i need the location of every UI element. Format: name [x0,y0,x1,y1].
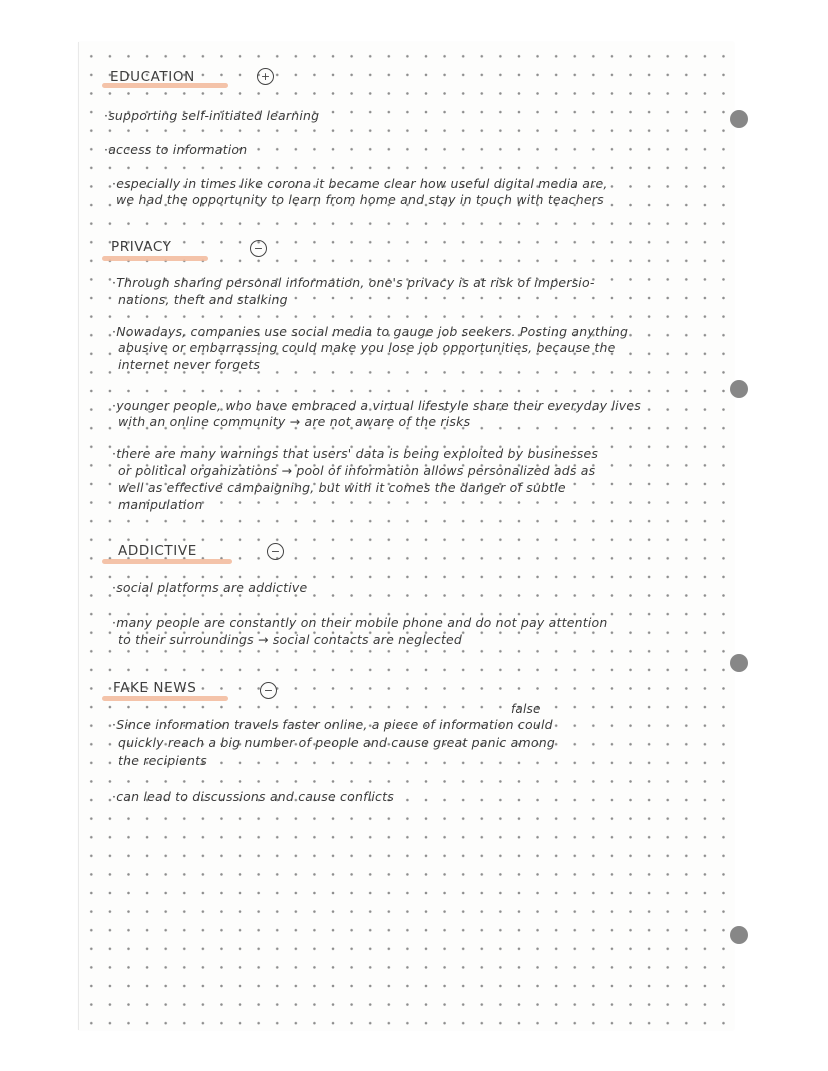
section-heading-addictive: ADDICTIVE [118,543,197,559]
note-line: ·social platforms are addictive [112,580,308,595]
note-line: ·Through sharing personal information, one's privacy is at risk of impersio- [112,275,595,290]
note-line: to their surroundings → social contacts are neglected [118,632,463,647]
binder-hole [730,926,748,944]
page-margin-line [78,42,79,1030]
note-line: manipulation [118,497,203,512]
binder-hole [730,110,748,128]
heading-highlight [102,696,228,701]
note-line: well as effective campaigning, but with it comes the danger of subtle [118,480,566,495]
minus-sign-icon: − [260,682,277,699]
note-line: ·younger people, who have embraced a virtual lifestyle share their everyday lives [112,398,641,413]
note-line: ·especially in times like corona it became clear how useful digital media are, [112,176,608,191]
note-line: with an online community → are not aware of the risks [118,414,471,429]
note-line: nations, theft and stalking [118,292,288,307]
binder-hole [730,654,748,672]
note-insertion: false [511,702,541,716]
note-line: ·access to information [104,142,248,157]
note-line: we had the opportunity to learn from home and stay in touch with teachers [116,192,604,207]
section-heading-privacy: PRIVACY [111,239,172,255]
section-heading-education: EDUCATION [110,69,195,85]
note-line: the recipients [118,753,207,768]
note-line: ·there are many warnings that users' data is being exploited by businesses [112,446,599,461]
plus-sign-icon: + [257,68,274,85]
note-line: internet never forgets [118,357,261,372]
note-line: abusive or embarrassing could make you lose job opportunities, because the [118,340,616,355]
note-line: ·Nowadays, companies use social media to gauge job seekers. Posting anything [112,324,629,339]
section-heading-fake-news: FAKE NEWS [113,680,197,696]
note-line: ·Since information travels faster online, a piece of information could [112,717,553,732]
note-line: ·can lead to discussions and cause conflicts [112,789,394,804]
note-line: ·many people are constantly on their mobile phone and do not pay attention [112,615,608,630]
minus-sign-icon: − [250,240,267,257]
note-line: ·supporting self-initiated learning [104,108,320,123]
heading-highlight [102,256,208,261]
note-line: quickly reach a big number of people and cause great panic among [118,735,556,750]
heading-highlight [102,559,232,564]
minus-sign-icon: − [267,543,284,560]
binder-hole [730,380,748,398]
note-line: or political organizations → pool of information allows personalized ads as [118,463,596,478]
